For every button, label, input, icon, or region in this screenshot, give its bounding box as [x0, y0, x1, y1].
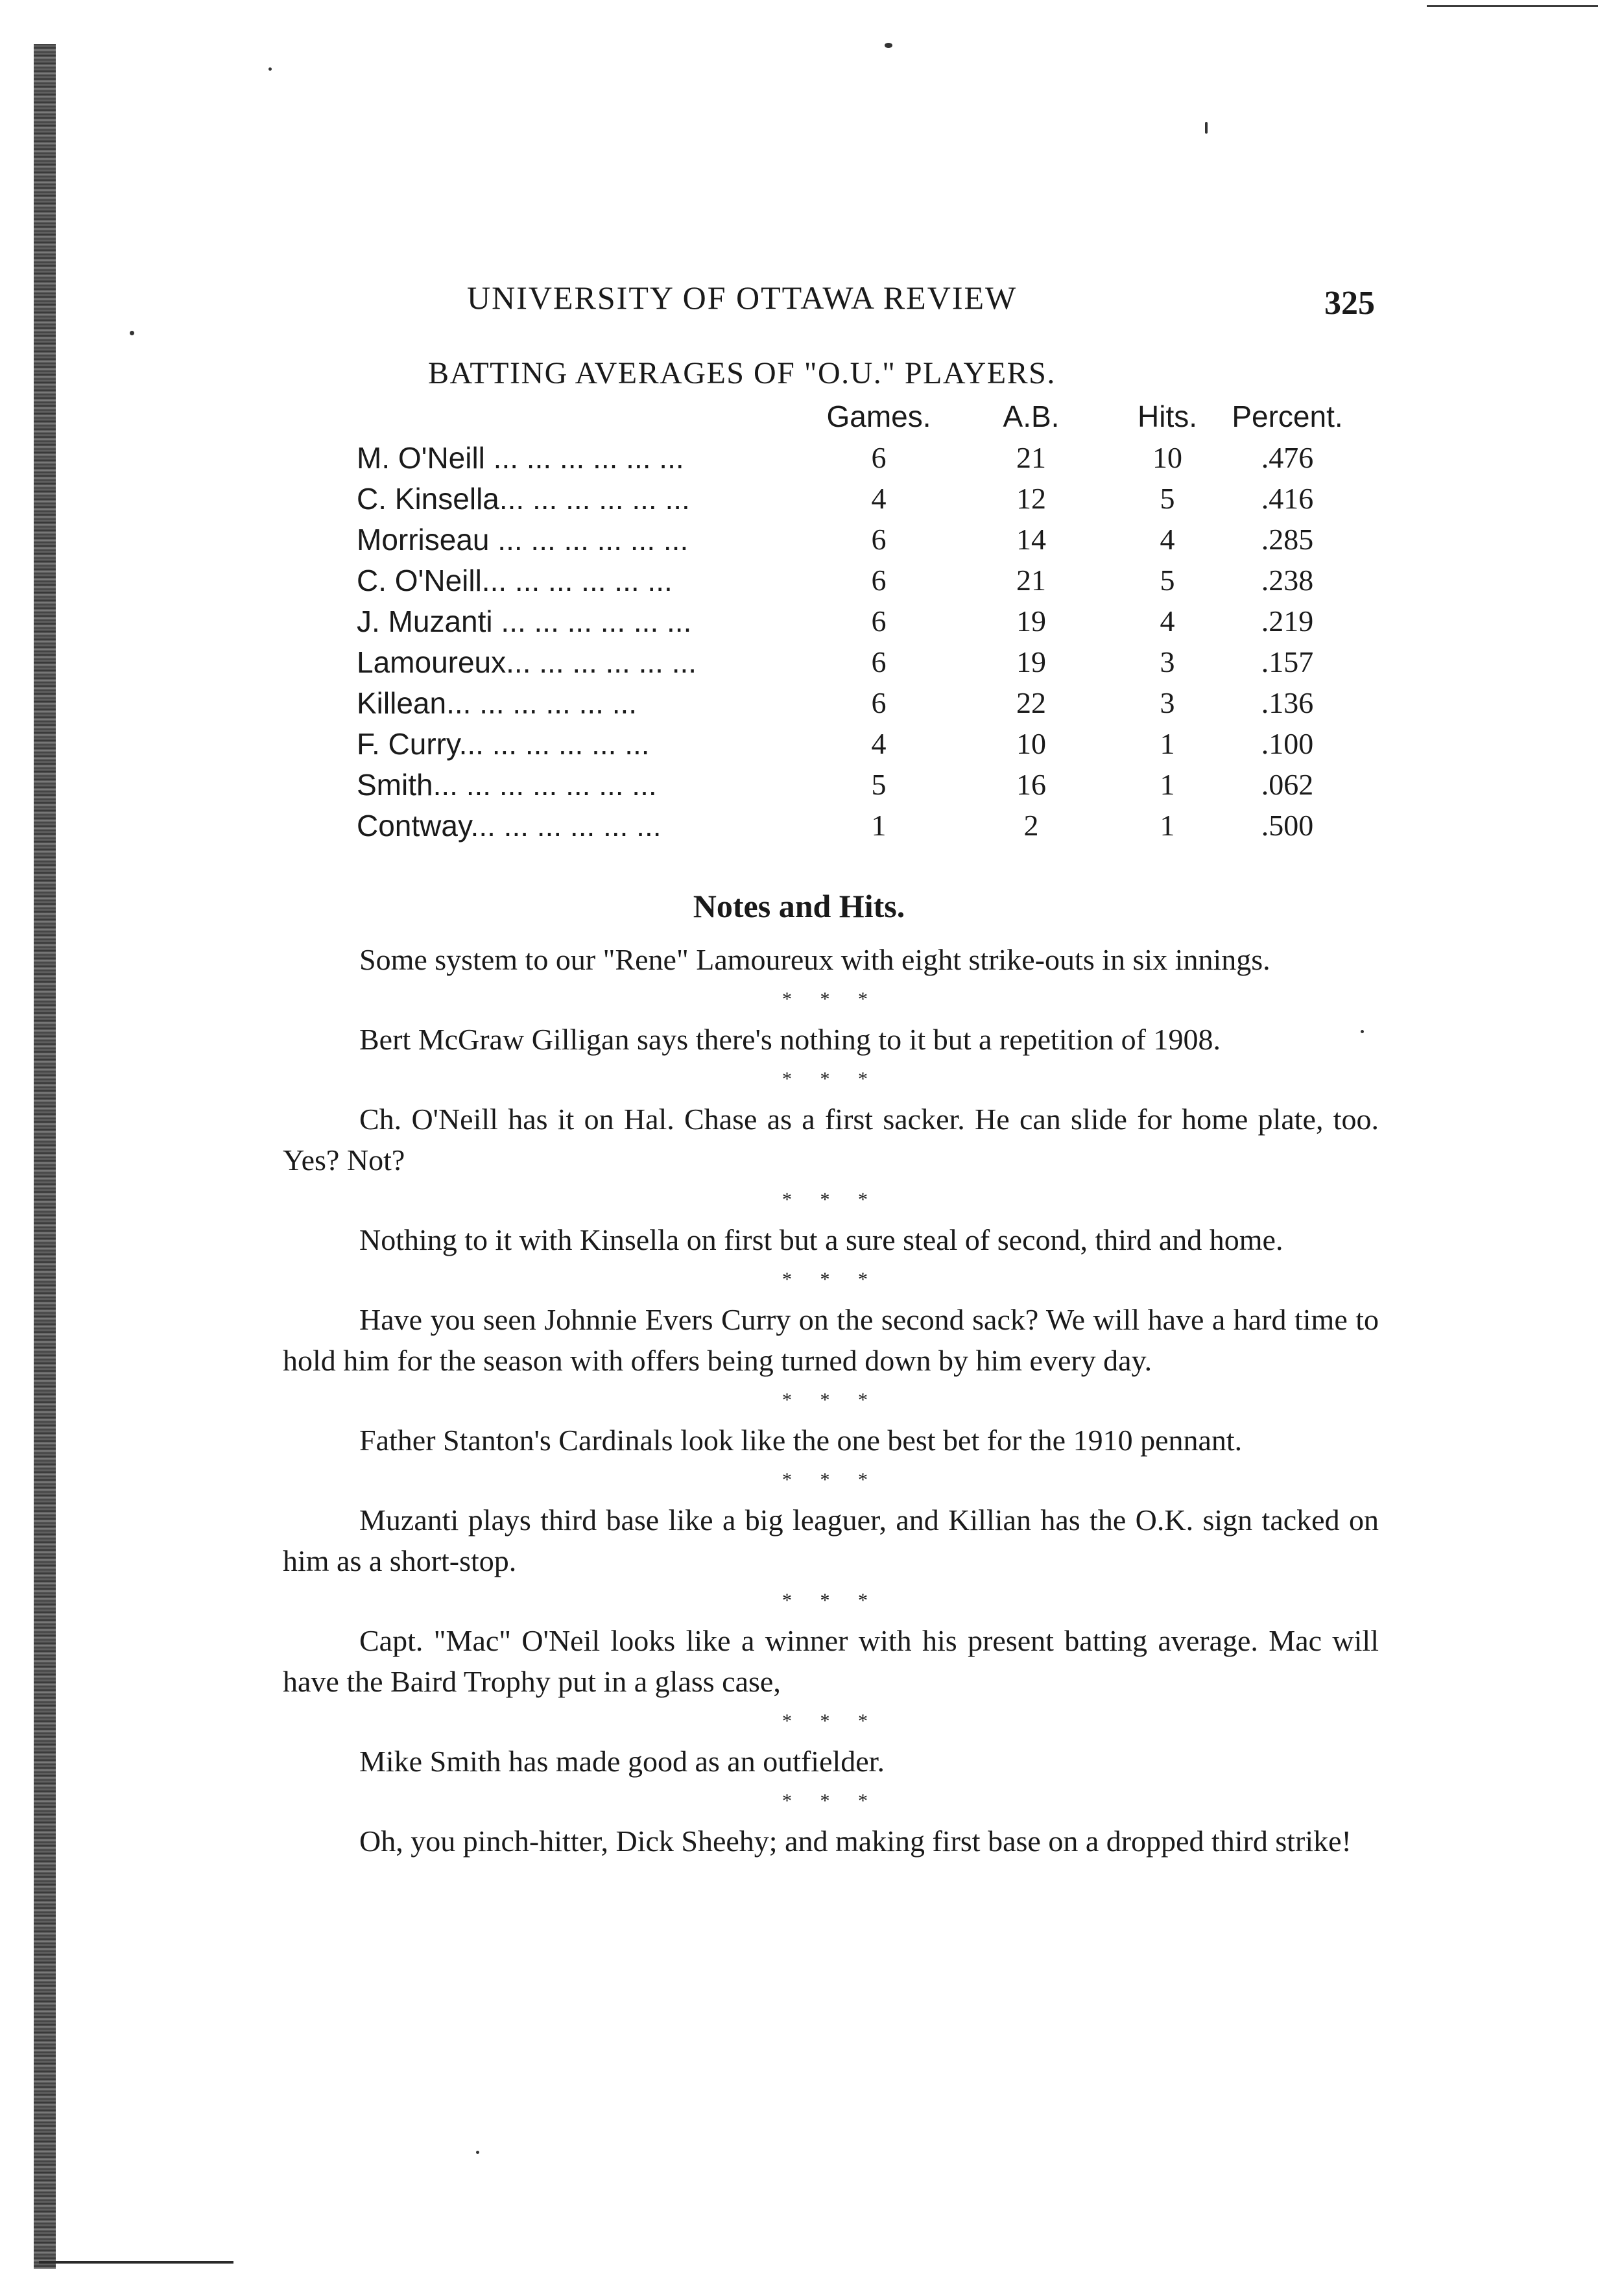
column-header-at-bats: A.B.: [1003, 400, 1060, 433]
hits-value: 3: [1160, 686, 1175, 719]
player-name: Smith... ... ... ... ... ... ...: [357, 767, 657, 802]
percent-value: .500: [1261, 809, 1314, 842]
column-header-hits: Hits.: [1138, 400, 1197, 433]
note-paragraph: Mike Smith has made good as an outfielder.: [359, 1745, 885, 1778]
games-value: 1: [871, 809, 887, 842]
games-value: 4: [871, 727, 887, 760]
player-name: C. O'Neill... ... ... ... ... ...: [357, 563, 673, 597]
ink-speck: [885, 43, 892, 48]
hits-value: 10: [1152, 441, 1182, 474]
table-row: [357, 437, 1349, 478]
batting-averages-table: [357, 396, 1349, 846]
table-row: [357, 682, 1349, 723]
table-row: [357, 764, 1349, 805]
top-rule: [1427, 5, 1598, 7]
player-name: Lamoureux... ... ... ... ... ...: [357, 645, 697, 679]
percent-value: .416: [1261, 482, 1314, 515]
asterism-separator: * * *: [782, 1469, 879, 1490]
table-row: [357, 723, 1349, 764]
hits-value: 1: [1160, 768, 1175, 801]
note-paragraph: Ch. O'Neill has it on Hal. Chase as a first sacker. He can slide for home plate, too. Yes? Not?: [283, 1103, 1379, 1177]
column-header-games: Games.: [826, 400, 931, 433]
player-name: Morriseau ... ... ... ... ... ...: [357, 522, 689, 556]
hits-value: 4: [1160, 604, 1175, 638]
column-header-percent: Percent.: [1232, 400, 1343, 433]
hits-value: 5: [1160, 564, 1175, 597]
at-bats-value: 10: [1016, 727, 1046, 760]
ink-speck: [1205, 122, 1208, 134]
notes-section-title: Notes and Hits.: [693, 888, 905, 924]
asterism-separator: * * *: [782, 1068, 879, 1090]
batting-table-title: BATTING AVERAGES OF "O.U." PLAYERS.: [428, 356, 1056, 390]
hits-value: 4: [1160, 523, 1175, 556]
column-header-player: [357, 396, 804, 437]
note-paragraph: Bert McGraw Gilligan says there's nothing to it but a repetition of 1908.: [359, 1023, 1221, 1056]
ink-speck: [476, 2151, 479, 2154]
percent-value: .238: [1261, 564, 1314, 597]
asterism-separator: * * *: [782, 1710, 879, 1732]
table-row: [357, 560, 1349, 601]
table-header-row: [357, 396, 1349, 437]
at-bats-value: 22: [1016, 686, 1046, 719]
note-paragraph: Nothing to it with Kinsella on first but a sure steal of second, third and home.: [359, 1223, 1283, 1256]
notes-column: [283, 939, 1379, 1861]
hits-value: 3: [1160, 645, 1175, 678]
ink-speck: [130, 331, 134, 335]
asterism-separator: * * *: [782, 1269, 879, 1290]
running-head: UNIVERSITY OF OTTAWA REVIEW: [467, 280, 1018, 316]
note-paragraph: Father Stanton's Cardinals look like the one best bet for the 1910 pennant.: [359, 1424, 1243, 1457]
table-row: [357, 519, 1349, 560]
games-value: 4: [871, 482, 887, 515]
games-value: 5: [871, 768, 887, 801]
percent-value: .219: [1261, 604, 1314, 638]
binding-edge: [34, 44, 56, 2269]
percent-value: .476: [1261, 441, 1314, 474]
at-bats-value: 19: [1016, 645, 1046, 678]
player-name: Killean... ... ... ... ... ...: [357, 686, 638, 720]
percent-value: .136: [1261, 686, 1314, 719]
at-bats-value: 2: [1023, 809, 1039, 842]
games-value: 6: [871, 523, 887, 556]
hits-value: 1: [1160, 727, 1175, 760]
asterism-separator: * * *: [782, 1189, 879, 1210]
player-name: C. Kinsella... ... ... ... ... ...: [357, 481, 690, 516]
table-row: [357, 805, 1349, 846]
note-paragraph: Muzanti plays third base like a big leaguer, and Killian has the O.K. sign tacked on him as a short-stop.: [283, 1503, 1379, 1577]
note-paragraph: Have you seen Johnnie Evers Curry on the second sack? We will have a hard time to hold him for the season with offers being turned down by him every day.: [283, 1303, 1379, 1377]
at-bats-value: 21: [1016, 441, 1046, 474]
page-number: 325: [1324, 285, 1375, 322]
at-bats-value: 12: [1016, 482, 1046, 515]
note-paragraph: Some system to our "Rene" Lamoureux with eight strike-outs in six innings.: [359, 943, 1270, 976]
games-value: 6: [871, 604, 887, 638]
percent-value: .100: [1261, 727, 1314, 760]
table-row: [357, 601, 1349, 641]
table-row: [357, 641, 1349, 682]
hits-value: 5: [1160, 482, 1175, 515]
note-paragraph: Capt. "Mac" O'Neil looks like a winner with his present batting average. Mac will have the Baird Trophy put in a glass case,: [283, 1624, 1379, 1698]
games-value: 6: [871, 564, 887, 597]
binding-edge-foot: [39, 2261, 233, 2264]
asterism-separator: * * *: [782, 1389, 879, 1411]
games-value: 6: [871, 686, 887, 719]
player-name: M. O'Neill ... ... ... ... ... ...: [357, 440, 684, 475]
games-value: 6: [871, 645, 887, 678]
table-row: [357, 478, 1349, 519]
hits-value: 1: [1160, 809, 1175, 842]
percent-value: .157: [1261, 645, 1314, 678]
asterism-separator: * * *: [782, 988, 879, 1010]
at-bats-value: 19: [1016, 604, 1046, 638]
percent-value: .285: [1261, 523, 1314, 556]
player-name: J. Muzanti ... ... ... ... ... ...: [357, 604, 692, 638]
ink-speck: [268, 67, 272, 71]
player-name: Contway... ... ... ... ... ...: [357, 808, 662, 843]
at-bats-value: 16: [1016, 768, 1046, 801]
games-value: 6: [871, 441, 887, 474]
asterism-separator: * * *: [782, 1790, 879, 1812]
at-bats-value: 21: [1016, 564, 1046, 597]
percent-value: .062: [1261, 768, 1314, 801]
at-bats-value: 14: [1016, 523, 1046, 556]
note-paragraph: Oh, you pinch-hitter, Dick Sheehy; and making first base on a dropped third strike!: [359, 1824, 1352, 1858]
asterism-separator: * * *: [782, 1590, 879, 1611]
player-name: F. Curry... ... ... ... ... ...: [357, 726, 650, 761]
